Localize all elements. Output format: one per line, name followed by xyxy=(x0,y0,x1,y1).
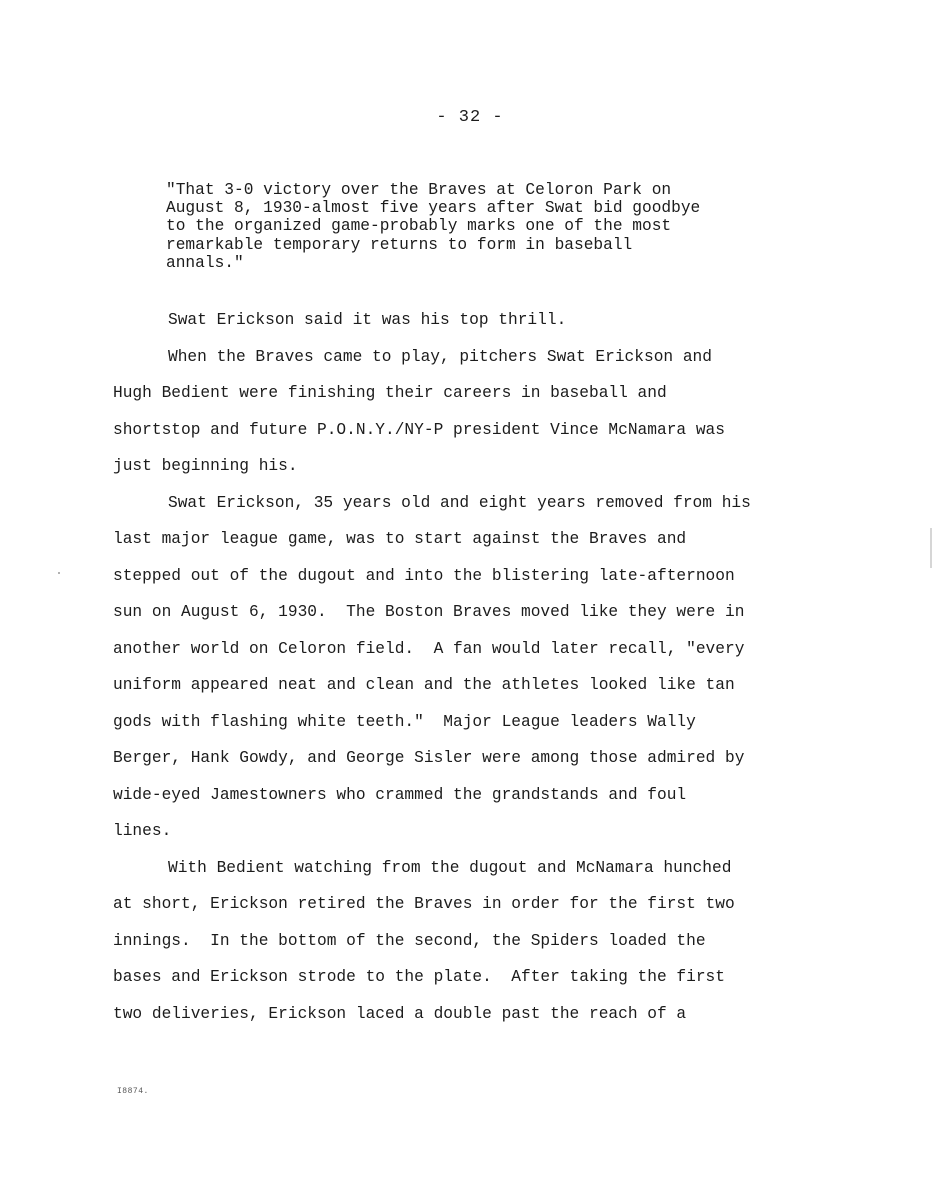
body-line: wide-eyed Jamestowners who crammed the grandstands and foul xyxy=(113,785,687,804)
scan-edge-mark xyxy=(930,528,932,568)
body-line: last major league game, was to start against the Braves and xyxy=(113,530,687,548)
body-line: Swat Erickson said it was his top thrill. xyxy=(168,311,567,329)
scan-speck xyxy=(58,572,60,574)
body-line: shortstop and future P.O.N.Y./NY-P president Vince McNamara was xyxy=(113,420,725,439)
quote-line: annals." xyxy=(166,253,244,272)
body-line: innings. In the bottom of the second, the Spiders loaded the xyxy=(113,931,706,950)
body-line: Swat Erickson, 35 years old and eight years removed from his xyxy=(168,493,751,512)
body-line: two deliveries, Erickson laced a double past the reach of a xyxy=(113,1004,687,1023)
body-line: bases and Erickson strode to the plate. After taking the first xyxy=(113,968,725,986)
body-line: sun on August 6, 1930. The Boston Braves moved like they were in xyxy=(113,603,745,621)
body-line: When the Braves came to play, pitchers Swat Erickson and xyxy=(168,347,712,366)
body-line: lines. xyxy=(113,822,172,840)
quote-line: "That 3-0 victory over the Braves at Celoron Park on xyxy=(166,181,672,199)
body-line: With Bedient watching from the dugout and McNamara hunched xyxy=(168,858,732,877)
body-line: gods with flashing white teeth." Major League leaders Wally xyxy=(113,712,696,731)
quote-line: to the organized game-probably marks one of the most xyxy=(166,217,672,236)
body-line: another world on Celoron field. A fan would later recall, "every xyxy=(113,639,745,658)
page-number: - 32 - xyxy=(436,108,504,127)
quote-line: August 8, 1930-almost five years after Swat bid goodbye xyxy=(166,199,701,218)
quote-line: remarkable temporary returns to form in baseball xyxy=(166,235,633,254)
body-text xyxy=(113,310,873,1040)
body-line: Hugh Bedient were finishing their careers in baseball and xyxy=(113,384,667,402)
body-line: stepped out of the dugout and into the blistering late-afternoon xyxy=(113,566,735,585)
body-line: at short, Erickson retired the Braves in order for the first two xyxy=(113,895,735,913)
footer-code: I8874. xyxy=(117,1087,149,1096)
body-line: uniform appeared neat and clean and the athletes looked like tan xyxy=(113,676,735,694)
block-quote xyxy=(166,181,806,272)
body-line: Berger, Hank Gowdy, and George Sisler were among those admired by xyxy=(113,749,745,767)
body-line: just beginning his. xyxy=(113,457,298,475)
